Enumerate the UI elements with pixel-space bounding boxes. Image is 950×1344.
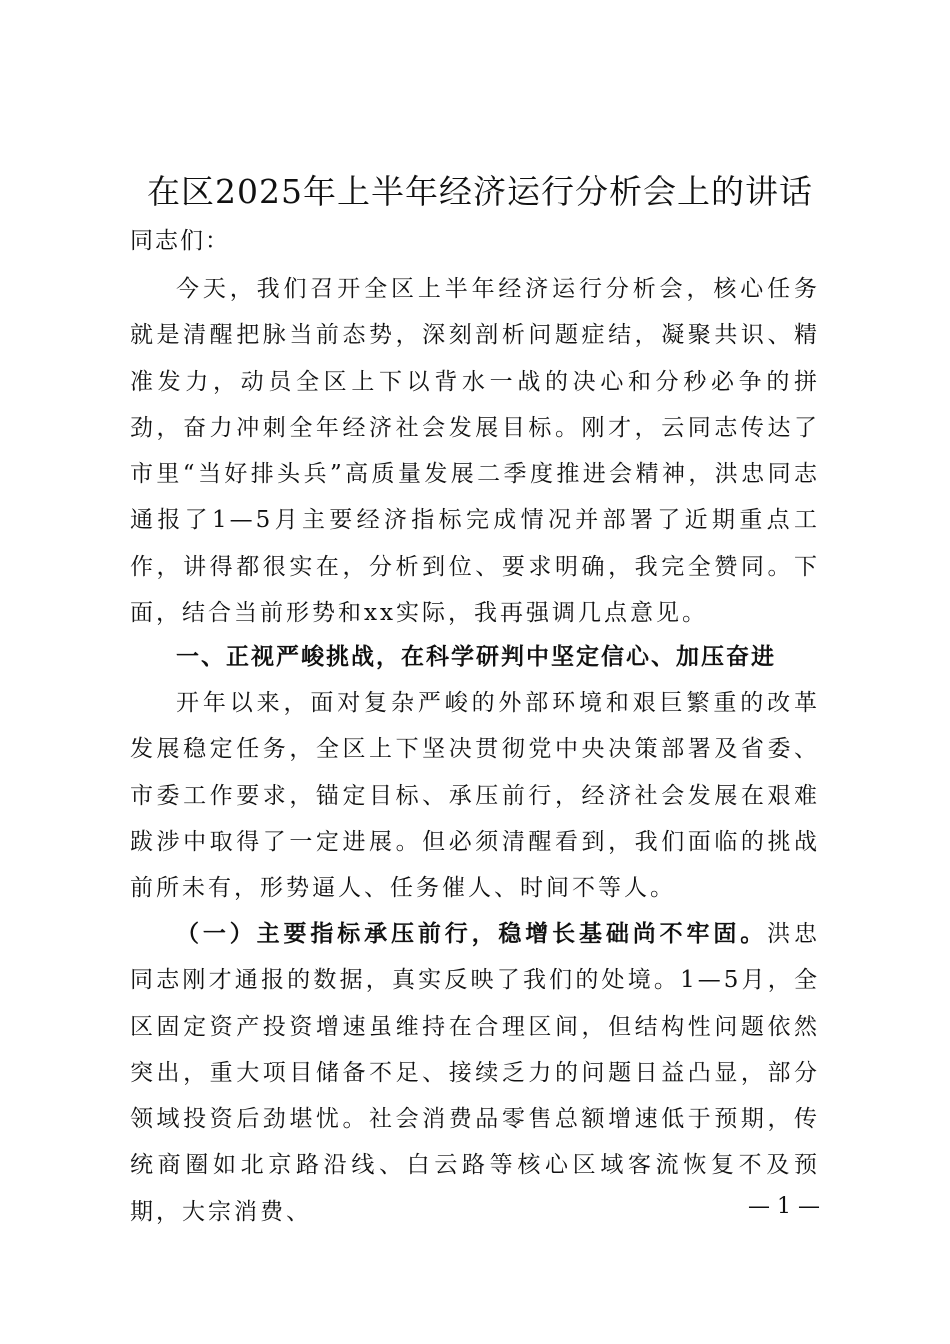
subsection-heading: （一）主要指标承压前行，稳增长基础尚不牢固。 [176, 920, 768, 947]
page-number: — 1 — [748, 1194, 820, 1219]
document-title: 在区2025年上半年经济运行分析会上的讲话 [147, 172, 813, 211]
salutation: 同志们： [130, 228, 230, 254]
section-heading: 一、正视严峻挑战，在科学研判中坚定信心、加压奋进 [176, 644, 776, 670]
opening-paragraph: 今天，我们召开全区上半年经济运行分析会，核心任务就是清醒把脉当前态势，深刻剖析问题症结，凝聚共识、精准发力，动员全区上下以背水一战的决心和分秒必争的拼劲，奋力冲刺全年经济社会发展目标。刚才，云同志传达了市里“当好排头兵”高质量发展二季度推进会精神，洪忠同志通报了1—5月主要经济指标完成情况并部署了近期重点工作，讲得都很实在，分析到位、要求明确，我完全赞同。下面，结合当前形势和xx实际，我再强调几点意见。 [130, 276, 820, 627]
body-paragraph: 开年以来，面对复杂严峻的外部环境和艰巨繁重的改革发展稳定任务，全区上下坚决贯彻党中央决策部署及省委、市委工作要求，锚定目标、承压前行，经济社会发展在艰难跋涉中取得了一定进展。但必须清醒看到，我们面临的挑战前所未有，形势逼人、任务催人、时间不等人。 [130, 690, 820, 902]
subsection-text: 洪忠同志刚才通报的数据，真实反映了我们的处境。1—5月，全区固定资产投资增速虽维持在合理区间，但结构性问题依然突出，重大项目储备不足、接续乏力的问题日益凸显，部分领域投资后劲堪忧。社会消费品零售总额增速低于预期，传统商圈如北京路沿线、白云路等核心区域客流恢复不及预期，大宗消费、 [130, 921, 821, 1225]
subsection-paragraph [130, 911, 820, 1235]
